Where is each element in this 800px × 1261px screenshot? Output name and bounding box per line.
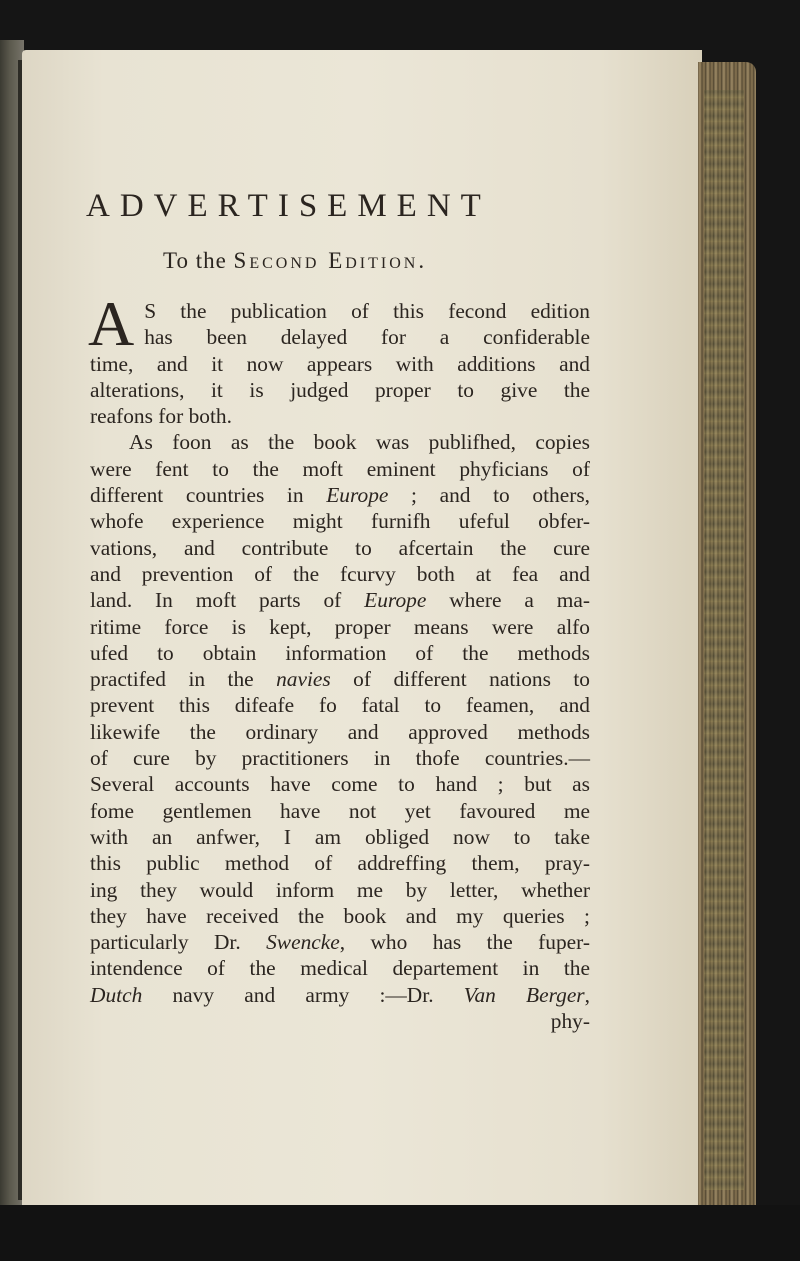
catchword: phy- xyxy=(550,1009,590,1034)
text-run: navy and army :—Dr. xyxy=(142,982,464,1007)
text-line: they have received the book and my queries ; xyxy=(90,903,590,928)
page-subheading xyxy=(163,248,427,274)
text-line xyxy=(90,982,590,1008)
text-line: reafons for both. xyxy=(90,404,232,429)
text-line: alterations, it is judged proper to give the xyxy=(90,377,590,402)
text-line: fome gentlemen have not yet favoured me xyxy=(90,798,590,823)
text-line: As foon as the book was publifhed, copies xyxy=(129,430,590,455)
text-line xyxy=(90,929,590,955)
page-heading: ADVERTISEMENT xyxy=(86,188,491,224)
text-line: ritime force is kept, proper means were alfo xyxy=(90,614,590,639)
text-line: time, and it now appears with additions and xyxy=(90,351,590,376)
text-run: different countries in xyxy=(90,483,327,508)
italic-run: Europe xyxy=(326,483,389,508)
text-run: of different nations to xyxy=(330,667,590,692)
italic-run: Swencke xyxy=(266,930,340,955)
body-text xyxy=(88,288,591,1034)
text-line: ing they would inform me by letter, whether xyxy=(90,877,590,902)
text-run: particularly Dr. xyxy=(90,930,267,955)
text-line: of cure by practitioners in thofe countries.— xyxy=(90,746,590,771)
subheading-prefix: To the xyxy=(163,248,227,273)
italic-run: Van Berger xyxy=(463,982,585,1007)
text-line: S the publication of this fecond edition xyxy=(144,299,590,323)
text-run: land. In moft parts of xyxy=(90,588,365,613)
text-line: with an anfwer, I am obliged now to take xyxy=(90,824,590,849)
italic-run: Europe xyxy=(364,588,427,613)
text-run: practifed in the xyxy=(90,667,277,692)
text-line: prevent this difeafe fo fatal to feamen, and xyxy=(90,693,590,718)
subheading-edition: Second Edition. xyxy=(233,248,428,273)
paragraph-1 xyxy=(88,288,590,429)
text-run: ; and to others, xyxy=(388,483,591,508)
text-run: , xyxy=(584,982,590,1007)
text-line xyxy=(90,666,590,692)
text-line: Several accounts have come to hand ; but as xyxy=(90,772,590,797)
text-run: where a ma- xyxy=(426,588,590,613)
text-line xyxy=(90,482,590,508)
background-shadow xyxy=(0,1205,800,1261)
drop-cap: A xyxy=(88,288,135,359)
text-line: intendence of the medical departement in the xyxy=(90,956,590,981)
text-run: , who has the fuper- xyxy=(339,930,590,955)
text-line: whofe experience might furnifh ufeful obfer- xyxy=(90,509,590,534)
text-line: likewife the ordinary and approved methods xyxy=(90,719,590,744)
text-line: ufed to obtain information of the methods xyxy=(90,640,590,665)
page-edges-texture xyxy=(704,90,744,1190)
italic-run: navies xyxy=(276,667,331,692)
text-line: this public method of addreffing them, pray- xyxy=(90,851,590,876)
paragraph-2 xyxy=(90,429,590,1034)
text-line: were fent to the moft eminent phyficians of xyxy=(90,456,590,481)
italic-run: Dutch xyxy=(90,982,143,1007)
text-line: has been delayed for a confiderable xyxy=(144,325,590,350)
text-line: vations, and contribute to afcertain the cure xyxy=(90,535,590,560)
text-line xyxy=(90,587,590,613)
text-line: and prevention of the fcurvy both at fea and xyxy=(90,561,590,586)
